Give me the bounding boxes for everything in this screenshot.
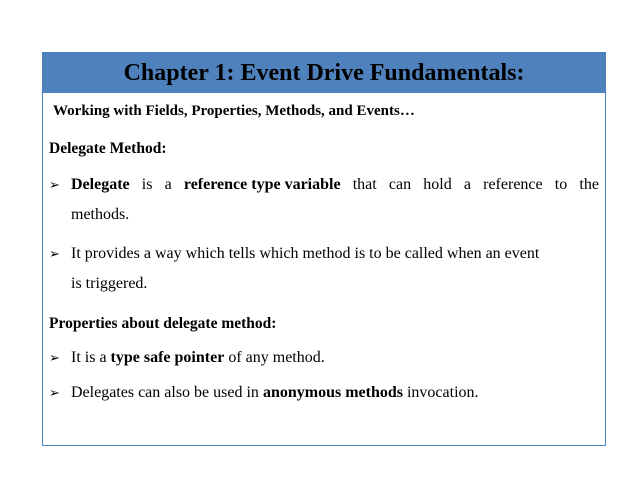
slide-frame [42, 52, 606, 446]
word: hold [423, 176, 452, 193]
word: to [554, 176, 568, 193]
word: a [164, 176, 172, 193]
bullet-text-line [71, 349, 325, 367]
word: the [579, 176, 599, 193]
bold-term: anonymous methods [262, 384, 403, 401]
arrow-bullet-icon: ➢ [49, 350, 60, 365]
bullet-delegate-definition [49, 176, 599, 224]
bullet-anonymous-methods [49, 384, 599, 402]
word: is [141, 176, 153, 193]
bold-term: reference type variable [183, 176, 341, 193]
text-post: of any method. [224, 349, 325, 366]
bullet-text-line [71, 384, 479, 402]
heading-delegate-method: Delegate Method: [49, 140, 167, 157]
arrow-bullet-icon: ➢ [49, 385, 60, 400]
arrow-bullet-icon: ➢ [49, 246, 60, 261]
text-pre: Delegates can also be used in [71, 384, 263, 401]
slide-title: Chapter 1: Event Drive Fundamentals: [123, 59, 525, 86]
arrow-bullet-icon: ➢ [49, 177, 60, 192]
heading-properties: Properties about delegate method: [49, 315, 277, 332]
text-pre: It is a [71, 349, 111, 366]
bullet-text-line: It provides a way which tells which method is to be called when an event [71, 245, 540, 262]
text-post: invocation. [402, 384, 479, 401]
title-bar [43, 53, 605, 93]
bullet-delegate-purpose [49, 245, 599, 293]
bullet-continuation: methods. [71, 206, 130, 223]
bold-term: Delegate [71, 176, 130, 193]
word: can [388, 176, 412, 193]
word: a [463, 176, 471, 193]
bullet-type-safe [49, 349, 599, 367]
word: that [352, 176, 377, 193]
bold-term: type safe pointer [110, 349, 225, 366]
bullet-text-line [71, 176, 599, 194]
slide-subtitle: Working with Fields, Properties, Methods, and Events… [53, 103, 415, 119]
word: reference [483, 176, 543, 193]
bullet-continuation: is triggered. [71, 275, 148, 292]
